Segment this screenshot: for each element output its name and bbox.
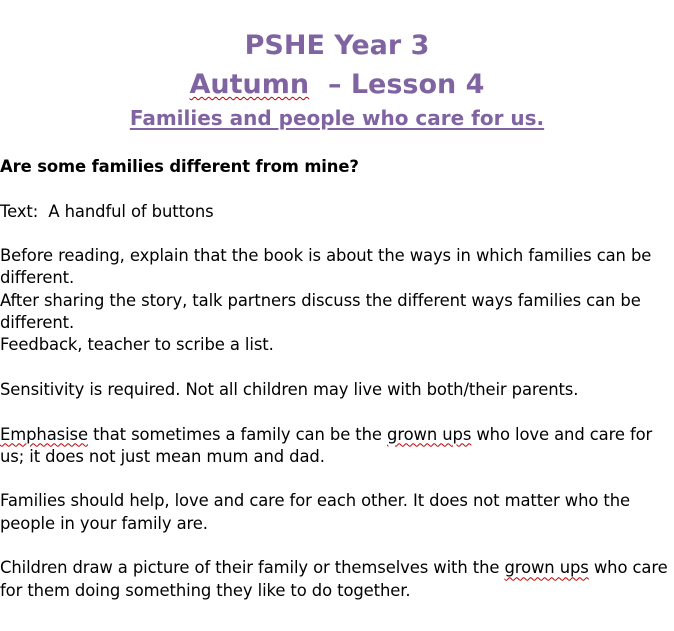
activity-text-end: who care for them doing something they like to do together. (0, 558, 668, 600)
sensitivity-note: Sensitivity is required. Not all children may live with both/their parents. (0, 379, 579, 399)
families-help-paragraph: Families should help, love and care for each other. It does not matter who the people in your family are. (0, 491, 631, 533)
instruction-feedback: Feedback, teacher to scribe a list. (0, 335, 274, 355)
emphasis-text-end: who love and care for us; it does not just mean mum and dad. (0, 424, 653, 466)
instruction-after-story: After sharing the story, talk partners discuss the different ways families can be different. (0, 290, 641, 333)
emphasis-paragraph (0, 424, 668, 469)
key-question: Are some families different from mine? (0, 157, 359, 176)
lesson-topic: Families and people who care for us. (129, 106, 545, 130)
lesson-number: – Lesson 4 (309, 69, 485, 100)
emphasis-text-mid: that sometimes a family can be the (87, 424, 388, 444)
spellcheck-word-grown-ups: grown ups (387, 424, 472, 444)
activity-text-start: Children draw a picture of their family or themselves with the (0, 558, 505, 578)
spellcheck-word-grown-ups-2: grown ups (504, 558, 589, 578)
instruction-before-reading: Before reading, explain that the book is about the ways in which families can be different. (0, 246, 652, 288)
text-reference: Text: A handful of buttons (0, 201, 214, 221)
title-term-lesson (0, 68, 674, 102)
title-subject-year: PSHE Year 3 (244, 30, 430, 61)
drawing-activity (0, 557, 668, 602)
lesson-body (0, 156, 668, 602)
term-word: Autumn (189, 69, 310, 100)
spellcheck-word-emphasise: Emphasise (0, 424, 88, 444)
